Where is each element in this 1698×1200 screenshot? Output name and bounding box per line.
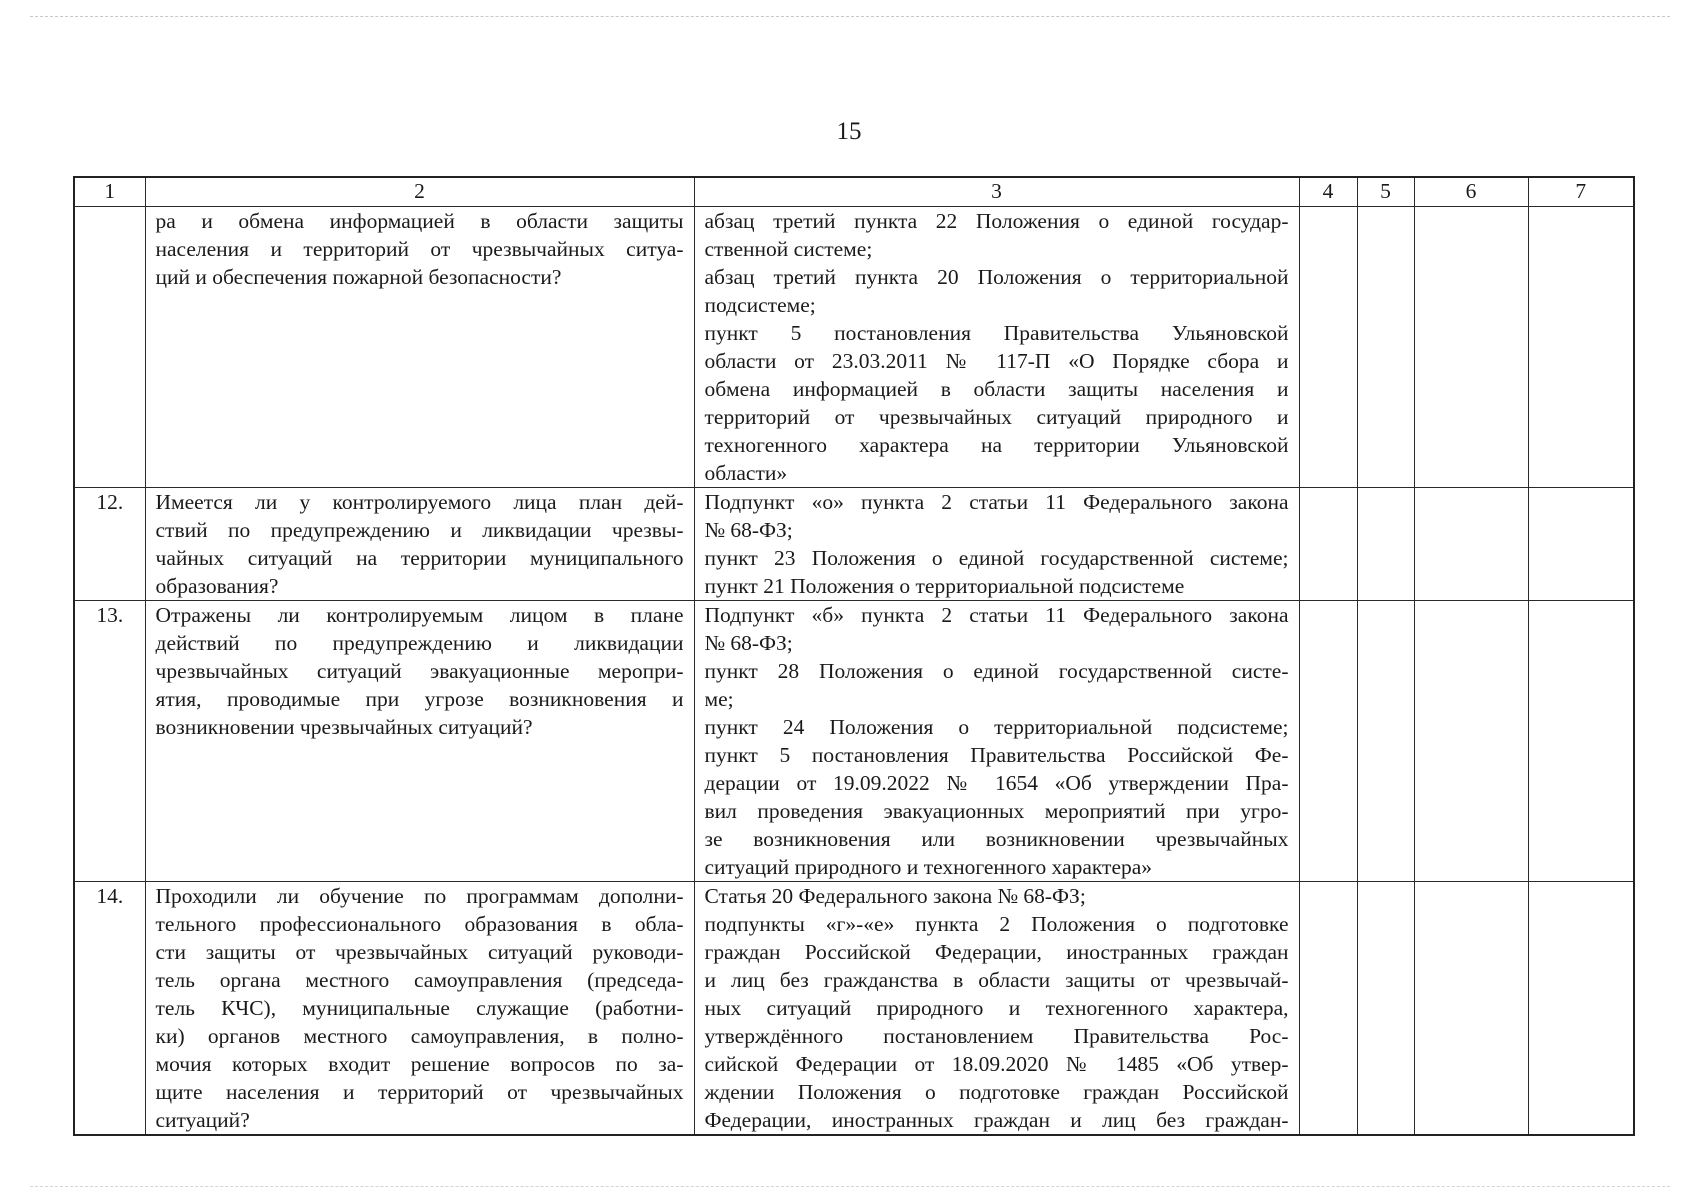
empty-cell-col-5 [1357,488,1414,601]
header-col-1: 1 [74,177,145,207]
legal-basis-cell [694,488,1299,601]
table-row [74,882,1634,1136]
legal-basis-line: Подпункт «о» пункта 2 статьи 11 Федерального закона [704,490,1289,514]
question-line: тель органа местного самоуправления (председа- [155,968,684,992]
header-col-6: 6 [1414,177,1528,207]
empty-cell-col-6 [1414,882,1528,1136]
legal-basis-line: ме; [704,687,734,711]
question-cell [145,882,694,1136]
legal-basis-line: пункт 24 Положения о территориальной подсистеме; [704,715,1289,739]
empty-cell-col-6 [1414,488,1528,601]
table-body [74,207,1634,1136]
question-line: мочия которых входит решение вопросов по за- [155,1052,684,1076]
question-line: чайных ситуаций на территории муниципального [155,546,684,570]
header-col-3: 3 [694,177,1299,207]
legal-basis-line: № 68-ФЗ; [704,631,793,655]
legal-basis-line: Подпункт «б» пункта 2 статьи 11 Федерального закона [704,603,1289,627]
header-col-5: 5 [1357,177,1414,207]
question-line: чрезвычайных ситуаций эвакуационные меропри- [155,659,684,683]
legal-basis-line: области от 23.03.2011 № 117-П «О Порядке сбора и [704,349,1289,373]
legal-basis-line: Статья 20 Федерального закона № 68-ФЗ; [704,884,1086,908]
legal-basis-line: дерации от 19.09.2022 № 1654 «Об утверждении Пра- [704,771,1289,795]
empty-cell-col-5 [1357,601,1414,882]
legal-basis-line: пункт 5 постановления Правительства Российской Фе- [704,743,1289,767]
legal-basis-line: пункт 28 Положения о единой государственной систе- [704,659,1289,683]
legal-basis-line: абзац третий пункта 22 Положения о единой государ- [704,209,1289,233]
legal-basis-line: № 68-ФЗ; [704,518,793,542]
legal-basis-line: техногенного характера на территории Ульяновской [704,433,1289,457]
table-row [74,601,1634,882]
legal-basis-line: пункт 5 постановления Правительства Ульяновской [704,321,1289,345]
legal-basis-line: утверждённого постановлением Правительства Рос- [704,1024,1289,1048]
question-cell [145,488,694,601]
legal-basis-line: вил проведения эвакуационных мероприятий при угро- [704,799,1289,823]
legal-basis-line: сийской Федерации от 18.09.2020 № 1485 «Об утвер- [704,1052,1289,1076]
question-line: тельного профессионального образования в обла- [155,912,684,936]
empty-cell-col-7 [1528,601,1634,882]
question-line: ятия, проводимые при угрозе возникновения и [155,687,684,711]
question-line: возникновении чрезвычайных ситуаций? [155,715,533,739]
legal-basis-line: граждан Российской Федерации, иностранных граждан [704,940,1289,964]
row-number: 14. [74,882,145,1136]
question-line: ций и обеспечения пожарной безопасности? [155,265,562,289]
legal-basis-line: пункт 23 Положения о единой государственной системе; [704,546,1289,570]
question-line: сти защиты от чрезвычайных ситуаций руководи- [155,940,684,964]
empty-cell-col-4 [1299,601,1357,882]
question-line: ствий по предупреждению и ликвидации чрезвы- [155,518,684,542]
legal-basis-cell [694,601,1299,882]
scan-edge-top [30,16,1670,17]
legal-basis-line: подсистеме; [704,293,816,317]
empty-cell-col-5 [1357,882,1414,1136]
scan-edge-bottom [30,1186,1670,1187]
empty-cell-col-4 [1299,882,1357,1136]
question-cell [145,601,694,882]
empty-cell-col-7 [1528,207,1634,488]
question-line: ки) органов местного самоуправления, в полно- [155,1024,684,1048]
table-row [74,488,1634,601]
legal-basis-line: территорий от чрезвычайных ситуаций природного и [704,405,1289,429]
legal-basis-line: подпункты «г»-«е» пункта 2 Положения о подготовке [704,912,1289,936]
question-line: Отражены ли контролируемым лицом в плане [155,603,684,627]
question-line: ситуаций? [155,1108,250,1132]
empty-cell-col-4 [1299,488,1357,601]
header-col-7: 7 [1528,177,1634,207]
row-number [74,207,145,488]
legal-basis-line: и лиц без гражданства в области защиты от чрезвычай- [704,968,1289,992]
question-line: населения и территорий от чрезвычайных ситуа- [155,237,684,261]
legal-basis-cell [694,207,1299,488]
question-line: тель КЧС), муниципальные служащие (работни- [155,996,684,1020]
header-col-4: 4 [1299,177,1357,207]
table-row [74,207,1634,488]
empty-cell-col-7 [1528,882,1634,1136]
legal-basis-line: обмена информацией в области защиты населения и [704,377,1289,401]
empty-cell-col-6 [1414,601,1528,882]
legal-basis-line: Федерации, иностранных граждан и лиц без граждан- [704,1108,1289,1132]
legal-basis-line: абзац третий пункта 20 Положения о территориальной [704,265,1289,289]
question-line: образования? [155,574,279,598]
legal-basis-cell [694,882,1299,1136]
row-number: 12. [74,488,145,601]
empty-cell-col-6 [1414,207,1528,488]
question-line: ра и обмена информацией в области защиты [155,209,684,233]
question-cell [145,207,694,488]
header-col-2: 2 [145,177,694,207]
legal-basis-line: области» [704,461,788,485]
legal-basis-line: зе возникновения или возникновении чрезвычайных [704,827,1289,851]
legal-basis-line: ситуаций природного и техногенного характера» [704,855,1153,879]
legal-basis-line: ственной системе; [704,237,873,261]
row-number: 13. [74,601,145,882]
question-line: действий по предупреждению и ликвидации [155,631,684,655]
legal-basis-line: ждении Положения о подготовке граждан Российской [704,1080,1289,1104]
checklist-table [73,176,1635,1136]
empty-cell-col-5 [1357,207,1414,488]
page-number: 15 [836,118,862,145]
question-line: щите населения и территорий от чрезвычайных [155,1080,684,1104]
legal-basis-line: ных ситуаций природного и техногенного характера, [704,996,1289,1020]
legal-basis-line: пункт 21 Положения о территориальной подсистеме [704,574,1185,598]
empty-cell-col-7 [1528,488,1634,601]
empty-cell-col-4 [1299,207,1357,488]
question-line: Проходили ли обучение по программам дополни- [155,884,684,908]
question-line: Имеется ли у контролируемого лица план дей- [155,490,684,514]
header-row [74,177,1634,207]
